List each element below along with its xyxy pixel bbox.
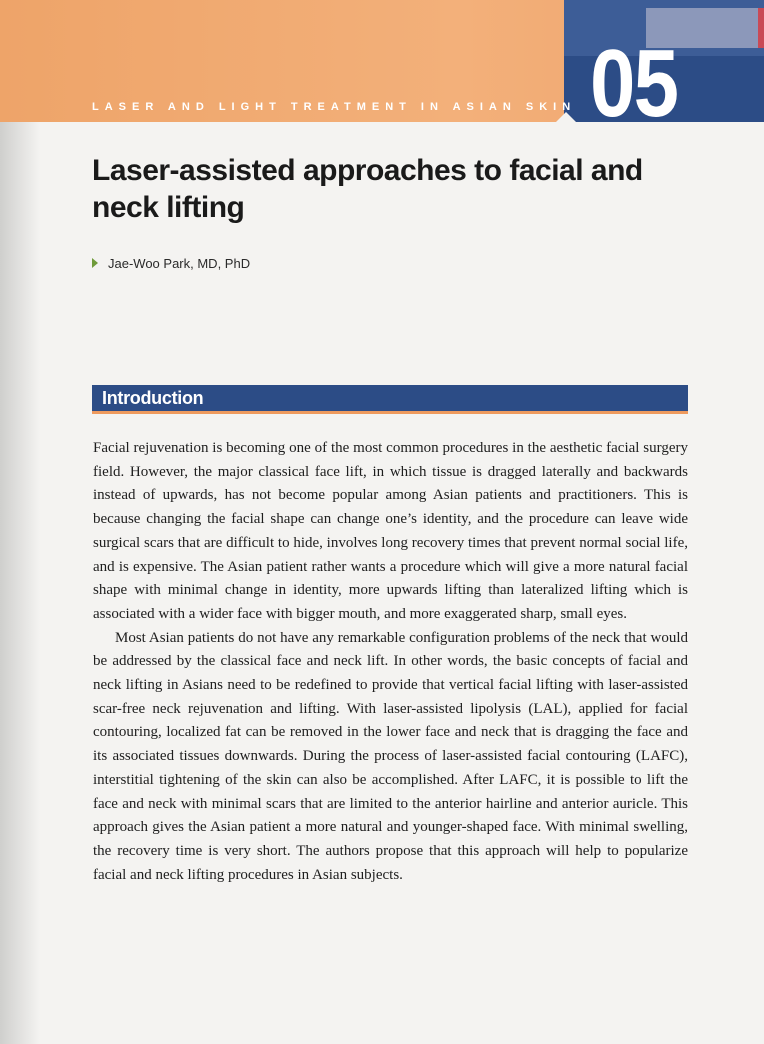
section-heading-underline: [92, 411, 688, 414]
body-text: [93, 437, 688, 887]
chapter-title: Laser-assisted approaches to facial and neck lifting: [92, 154, 643, 224]
chapter-block-edge: [758, 8, 764, 48]
paragraph: Most Asian patients do not have any remarkable configuration problems of the neck that would be addressed by the classical face and neck lift. In other words, the basic concepts of facial and neck lifting in Asians need to be redefined to provide that vertical facial lifting with laser-assisted scar-free neck rejuvenation and lifting. With laser-assisted lipolysis (LAL), applied for facial contouring, localized fat can be removed in the lower face and neck that is dragging the face and its associated tissues downwards. During the process of laser-assisted facial contouring (LAFC), interstitial tightening of the skin can also be accomplished. After LAFC, it is possible to lift the face and neck with minimal scars that are limited to the anterior hairline and anterior auricle. This approach gives the Asian patient a more natural and younger-shaped face. With minimal swelling, the recovery time is very short. The authors propose that this approach will help to popularize facial and neck lifting procedures in Asian subjects.: [93, 629, 688, 883]
author-name: Jae-Woo Park, MD, PhD: [108, 256, 251, 271]
page-binding-shadow: [0, 0, 40, 1044]
series-title: LASER AND LIGHT TREATMENT IN ASIAN SKIN: [92, 101, 577, 113]
header-notch: [556, 112, 576, 122]
paragraph: Facial rejuvenation is becoming one of the most common procedures in the aesthetic facial surgery field. However, the major classical face lift, in which tissue is dragged laterally and backwards instead of upwards, has not become popular among Asian patients and practitioners. This is because changing the facial shape can change one’s identity, and the procedure can leave wide surgical scars that are difficult to hide, involves long recovery times that prevent normal social life, and is expensive. The Asian patient rather wants a procedure which will give a more natural facial shape with minimal change in identity, more upwards lifting than lateralized lifting which is associated with a wider face with bigger mouth, and more exaggerated sharp, small eyes.: [93, 440, 688, 622]
section-heading: Introduction: [102, 388, 204, 408]
chapter-number: 05: [590, 30, 678, 137]
author-line: [92, 256, 250, 271]
bullet-icon: [92, 258, 98, 268]
